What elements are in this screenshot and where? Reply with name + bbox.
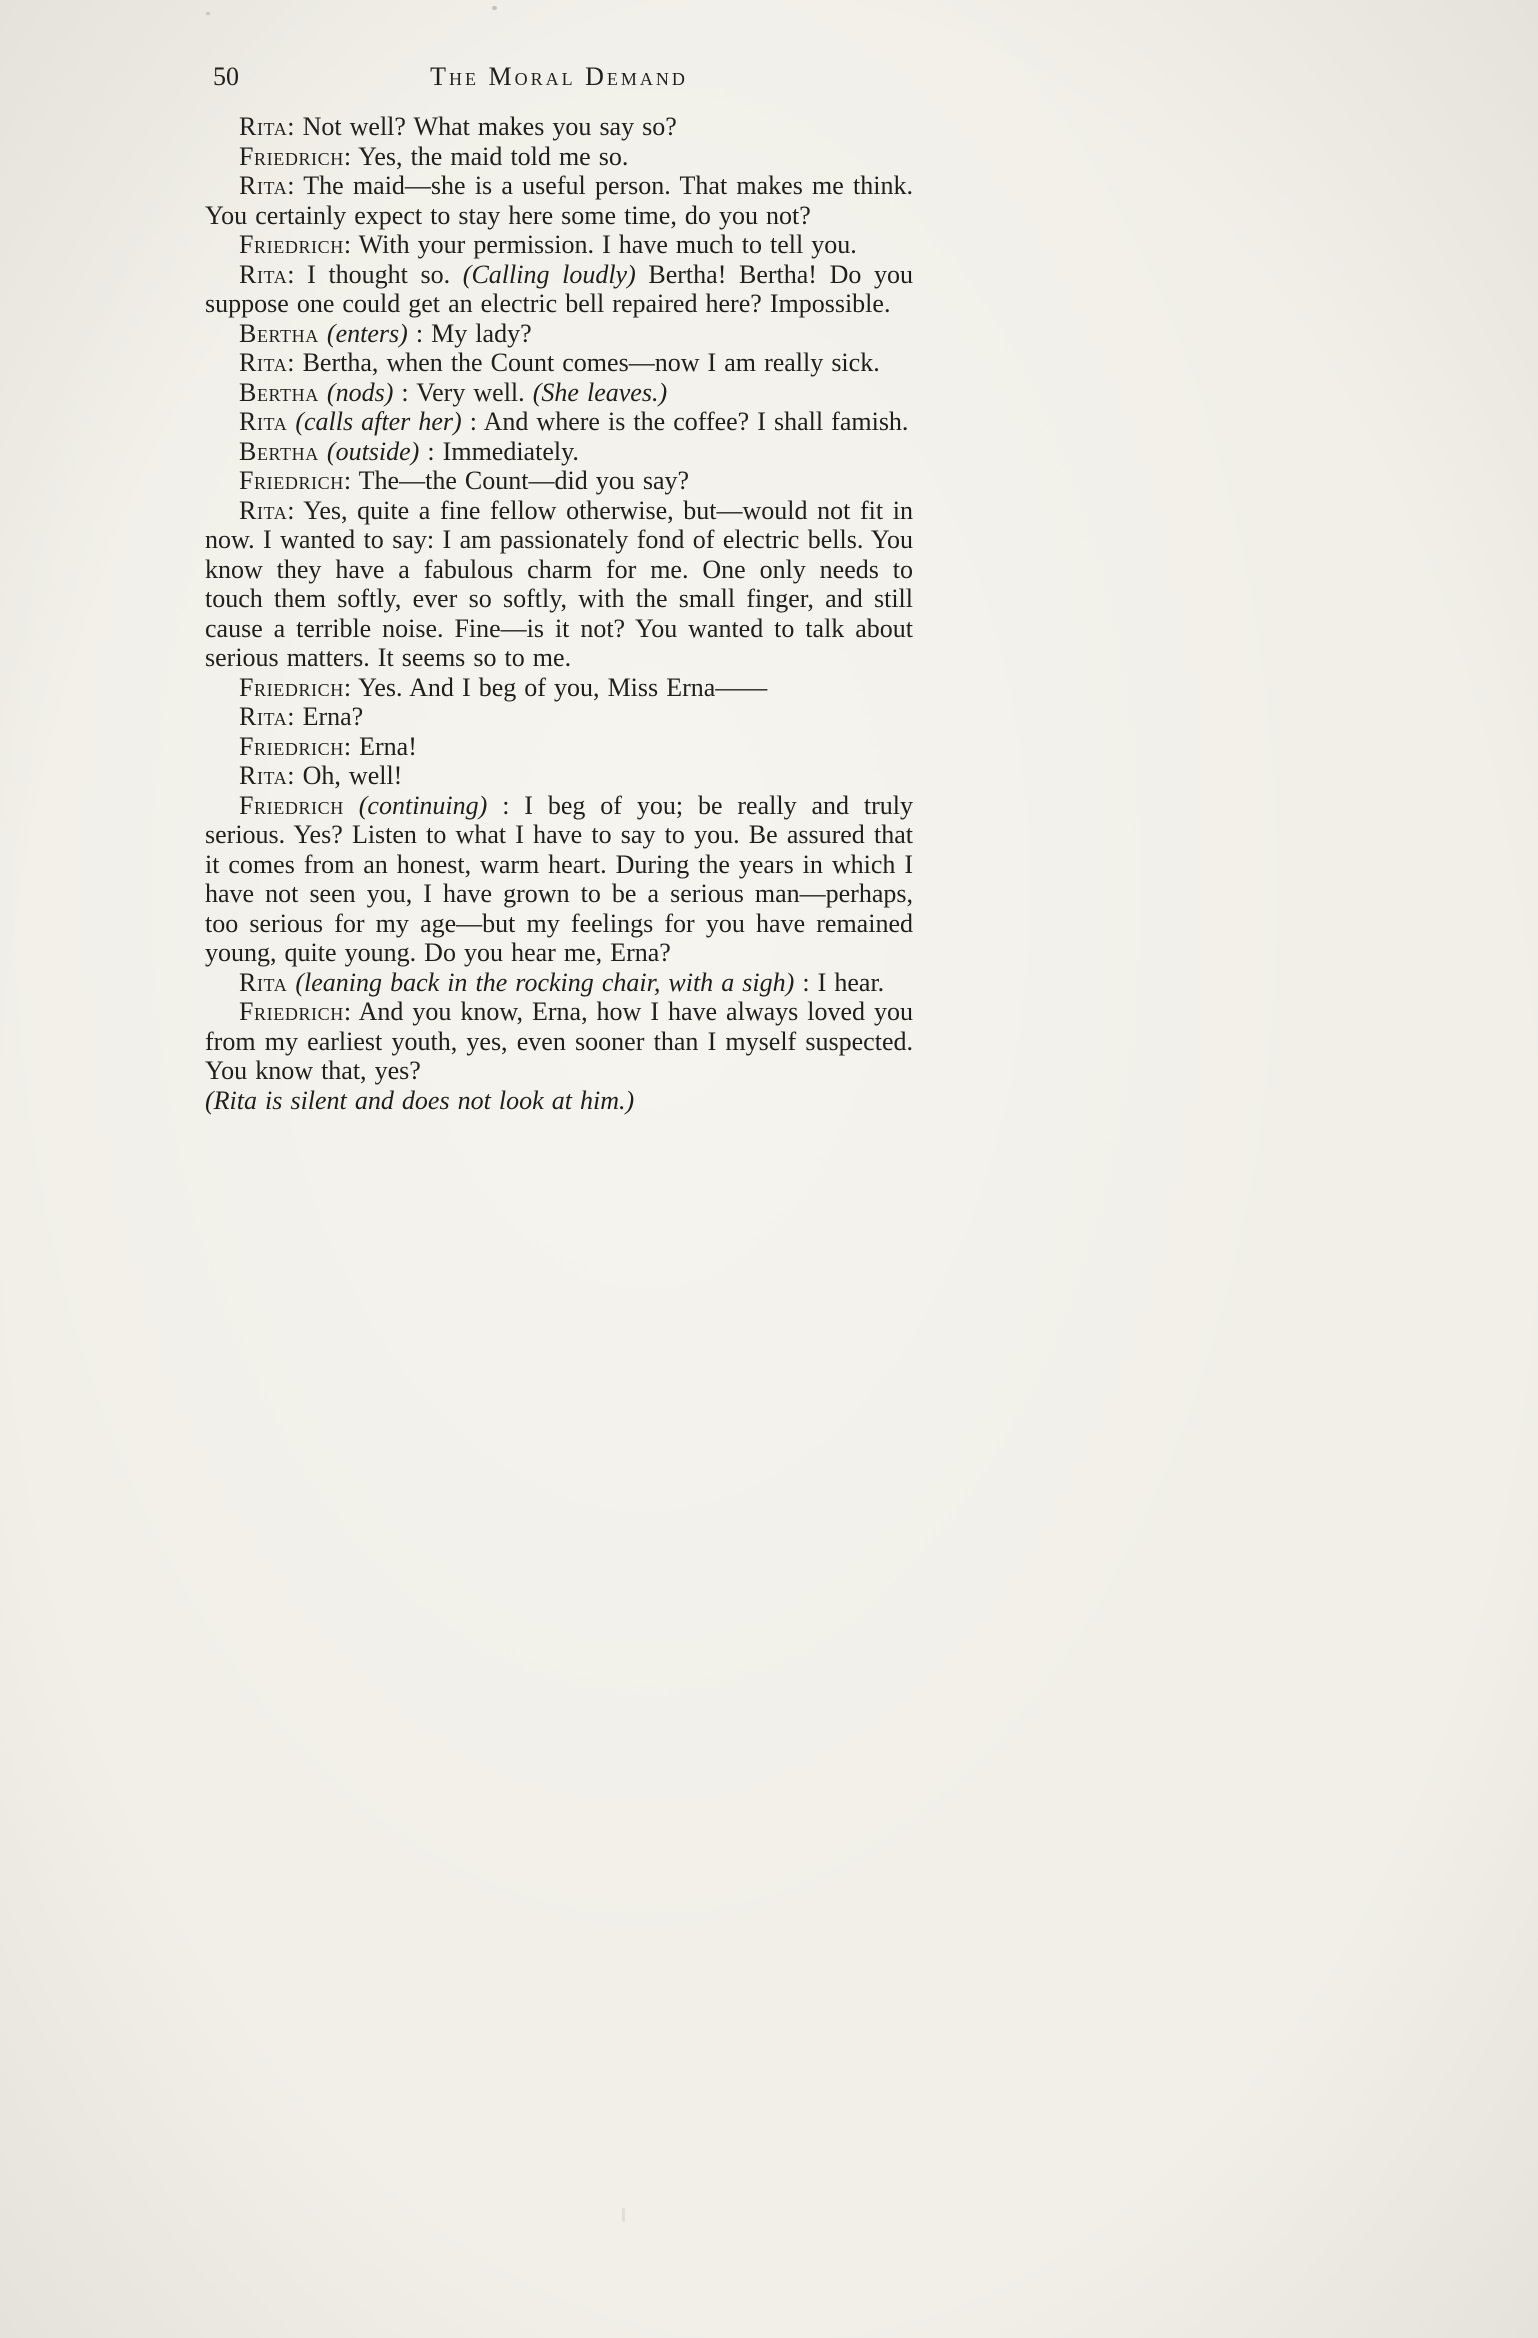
dialogue-paragraph <box>205 142 913 172</box>
dialogue-text <box>319 437 327 466</box>
dialogue-text: : Very well. <box>393 377 533 407</box>
dialogue-paragraph <box>205 732 913 762</box>
dialogue-text: : And you know, Erna, how I have always loved you from my earliest youth, yes, even sooner than I myself suspected. You know that, yes? <box>205 997 913 1085</box>
speaker-name: Friedrich <box>239 997 344 1026</box>
dialogue-text: : With your permission. I have much to tell you. <box>343 230 857 259</box>
dialogue-paragraph <box>205 260 913 319</box>
page-title: The Moral Demand <box>430 62 688 91</box>
dialogue-text: : I hear. <box>794 967 885 997</box>
speaker-name: Rita <box>239 761 288 790</box>
scan-speck <box>206 12 210 15</box>
dialogue-paragraph <box>205 319 913 349</box>
speaker-name: Bertha <box>239 377 319 407</box>
speaker-name: Friedrich <box>239 672 344 702</box>
speaker-name: Bertha <box>239 318 319 348</box>
dialogue-text: : My lady? <box>407 318 532 348</box>
running-header <box>205 62 913 96</box>
dialogue-paragraph <box>205 230 913 260</box>
dialogue-text <box>319 319 327 348</box>
dialogue-paragraph <box>205 437 913 467</box>
dialogue-text <box>344 791 359 820</box>
dialogue-text <box>319 378 327 407</box>
speaker-name: Friedrich <box>239 790 344 820</box>
dialogue-text: : Not well? What makes you say so? <box>287 112 677 141</box>
dialogue-text: : Immediately. <box>419 436 579 466</box>
dialogue-text: : Bertha, when the Count comes—now I am really sick. <box>287 348 880 377</box>
dialogue-paragraph <box>205 702 913 732</box>
speaker-name: Friedrich <box>239 466 344 495</box>
speaker-name: Rita <box>239 348 288 377</box>
speaker-name: Rita <box>239 702 288 731</box>
dialogue-text: : Oh, well! <box>287 761 403 790</box>
dialogue-paragraph <box>205 378 913 408</box>
dialogue-text: : The maid—she is a useful person. That makes me think. You certainly expect to stay here some time, do you not? <box>205 171 913 230</box>
speaker-name: Rita <box>239 259 288 289</box>
dialogue-text: : I beg of you; be really and truly serious. Yes? Listen to what I have to say to you. Be assured that it comes from an honest, warm heart. During the years in which I have not seen you, I have grown to be a serious man—perhaps, too serious for my age—but my feelings for you have remained young, quite young. Do you hear me, Erna? <box>205 790 914 967</box>
dialogue-paragraph <box>205 673 913 703</box>
speaker-name: Rita <box>239 112 288 141</box>
dialogue-body <box>205 112 913 1115</box>
speaker-name: Friedrich <box>239 230 344 259</box>
dialogue-paragraph <box>205 112 913 142</box>
speaker-name: Rita <box>239 171 288 200</box>
dialogue-text: : And where is the coffee? I shall famish. <box>461 407 909 436</box>
text-block <box>205 62 913 1115</box>
dialogue-paragraph <box>205 348 913 378</box>
speaker-name: Rita <box>239 967 288 997</box>
dialogue-text: Bertha! Bertha! Do you suppose one could get an electric bell repaired here? Impossible. <box>205 259 913 318</box>
stage-direction: (calls after her) <box>295 407 462 436</box>
dialogue-paragraph <box>205 171 913 230</box>
dialogue-paragraph <box>205 407 913 437</box>
scan-smudge <box>622 2208 625 2222</box>
stage-direction: (leaning back in the rocking chair, with a sigh) <box>295 967 795 997</box>
stage-direction: (Calling loudly) <box>462 259 636 289</box>
scan-speck <box>492 6 497 10</box>
dialogue-paragraph <box>205 1086 913 1116</box>
speaker-name: Rita <box>239 495 288 525</box>
dialogue-paragraph <box>205 761 913 791</box>
stage-direction: (outside) <box>326 436 420 466</box>
speaker-name: Bertha <box>239 436 319 466</box>
dialogue-paragraph <box>205 791 913 968</box>
dialogue-text: : The—the Count—did you say? <box>343 466 690 495</box>
dialogue-text: : I thought so. <box>287 259 463 289</box>
stage-direction: (enters) <box>326 318 408 348</box>
dialogue-paragraph <box>205 997 913 1086</box>
dialogue-paragraph <box>205 466 913 496</box>
page-number: 50 <box>213 62 239 91</box>
stage-direction: (She leaves.) <box>532 377 668 407</box>
dialogue-text: : Yes. And I beg of you, Miss Erna—— <box>343 672 768 702</box>
dialogue-text: : Erna? <box>287 702 364 731</box>
stage-direction: (nods) <box>326 377 394 407</box>
dialogue-paragraph <box>205 496 913 673</box>
dialogue-paragraph <box>205 968 913 998</box>
dialogue-text: : Yes, quite a fine fellow otherwise, but—would not fit in now. I wanted to say: I am passionately fond of electric bells. You know they have a fabulous charm for me. One only needs to touch them softly, ever so softly, with the small finger, and still cause a terrible noise. Fine—is it not? You wanted to talk about serious matters. It seems so to me. <box>205 495 913 672</box>
speaker-name: Rita <box>239 407 288 436</box>
stage-direction: (continuing) <box>358 790 488 820</box>
stage-direction: (Rita is silent and does not look at him.) <box>205 1085 635 1115</box>
dialogue-text: : Erna! <box>343 731 417 761</box>
dialogue-text: : Yes, the maid told me so. <box>343 141 629 171</box>
speaker-name: Friedrich <box>239 731 344 761</box>
speaker-name: Friedrich <box>239 141 344 171</box>
